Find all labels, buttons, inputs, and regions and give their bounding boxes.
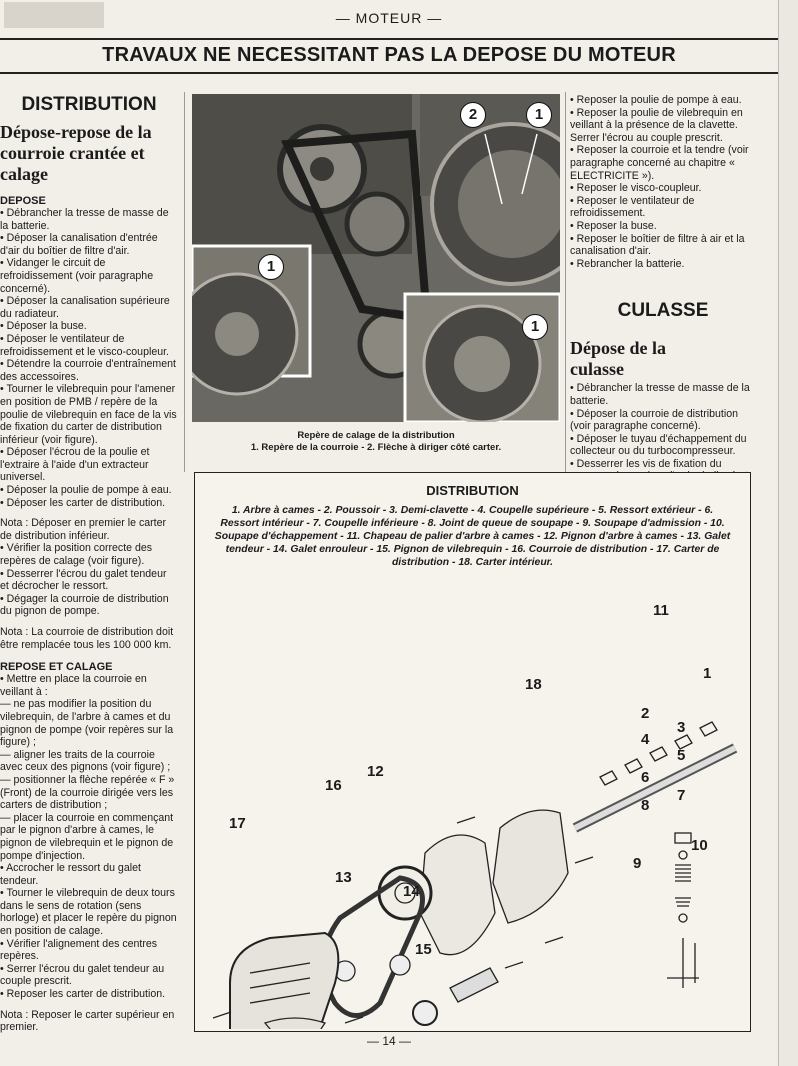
list-item: • Reposer le ventilateur de refroidissement. bbox=[570, 194, 695, 220]
list-item: — placer la courroie en commençant par le pignon d'arbre à cames, le pignon de vilebrequin et le pignon de pompe d'injection. bbox=[0, 811, 174, 862]
column-divider bbox=[565, 92, 566, 472]
diagram-label: 8 bbox=[641, 797, 650, 814]
diagram-label: 6 bbox=[641, 769, 650, 786]
list-item: — ne pas modifier la position du vilebrequin, de l'arbre à cames et du pignon de pompe (voir repères sur la figure) ; bbox=[0, 698, 174, 749]
photo-callout: 2 bbox=[460, 102, 486, 128]
diagram-label: 13 bbox=[335, 869, 352, 886]
repose-steps-list bbox=[570, 94, 756, 270]
subheading-repose: REPOSE ET CALAGE bbox=[0, 661, 113, 674]
heading-depose-culasse: Dépose de la culasse bbox=[570, 338, 666, 380]
diagram-label: 1 bbox=[703, 665, 712, 682]
list-item: • Reposer la poulie de pompe à eau. bbox=[570, 94, 742, 106]
diagram-label: 10 bbox=[691, 837, 708, 854]
diagram-legend: 1. Arbre à cames - 2. Poussoir - 3. Demi-clavette - 4. Coupelle supérieure - 5. Ressort extérieur - 6. Ressort intérieur - 7. Coupelle inférieure - 8. Joint de queue de soupape - 9. Soupape d'admission - 10. Soupape d'échappement - 11. Chapeau de palier d'arbre à cames - 12. Pignon d'arbre à cames - 13. Galet tendeur - 14. Galet enrouleur - 15. Pignon de vilebrequin - 16. Courroie de distribution - 17. Carter de distribution - 18. Carter intérieur. bbox=[214, 505, 731, 568]
list-item: • Reposer la buse. bbox=[570, 219, 657, 232]
section-title-culasse: CULASSE bbox=[617, 300, 709, 322]
list-item: • Tourner le vilebrequin de deux tours dans le sens de rotation (sens horloge) et placer le repère du pignon en position de calage. bbox=[0, 887, 177, 938]
section-title-distribution: DISTRIBUTION bbox=[21, 94, 157, 115]
diagram-label: 12 bbox=[367, 763, 384, 780]
heading-courroie: Dépose-repose de la courroie crantée et calage bbox=[0, 122, 152, 184]
depose-list-2 bbox=[0, 542, 178, 618]
diagram-label: 16 bbox=[325, 777, 342, 794]
photo-callout: 1 bbox=[526, 102, 552, 128]
diagram-label: 17 bbox=[229, 815, 246, 832]
page-title: TRAVAUX NE NECESSITANT PAS LA DEPOSE DU MOTEUR bbox=[102, 44, 676, 66]
list-item: • Détendre la courroie d'entraînement des accessoires. bbox=[0, 358, 176, 383]
list-item: — aligner les traits de la courroie avec ceux des pignons (voir figure) ; bbox=[0, 748, 171, 774]
engine-photo-illustration bbox=[192, 94, 560, 422]
list-item: • Déposer la buse. bbox=[0, 320, 87, 333]
distribution-diagram-box bbox=[194, 472, 751, 1032]
diagram-label: 11 bbox=[653, 602, 669, 619]
list-item: — positionner la flèche repérée « F » (Front) de la courroie dirigée vers les carters de distribution ; bbox=[0, 773, 175, 812]
list-item: • Rebrancher la batterie. bbox=[570, 257, 685, 270]
photo-caption bbox=[192, 430, 560, 454]
list-item: • Reposer le visco-coupleur. bbox=[570, 182, 702, 195]
list-item: • Vidanger le circuit de refroidissement (voir paragraphe concerné). bbox=[0, 257, 154, 295]
timing-photo bbox=[192, 94, 560, 422]
list-item: • Reposer les carter de distribution. bbox=[0, 988, 166, 1001]
list-item: • Accrocher le ressort du galet tendeur. bbox=[0, 862, 141, 887]
subheading-depose: DEPOSE bbox=[0, 195, 46, 207]
list-item: • Déposer l'écrou de la poulie et l'extraire à l'aide d'un extracteur universel. bbox=[0, 446, 150, 484]
right-column bbox=[570, 94, 756, 496]
list-item: • Débrancher la tresse de masse de la batterie. bbox=[0, 207, 169, 232]
list-item: • Dégager la courroie de distribution du pignon de pompe. bbox=[0, 592, 169, 618]
diagram-label: 3 bbox=[677, 719, 686, 736]
list-item: • Déposer la courroie de distribution (voir paragraphe concerné). bbox=[570, 407, 738, 433]
list-item: • Reposer le boîtier de filtre à air et la canalisation d'air. bbox=[570, 232, 745, 258]
diagram-label: 5 bbox=[677, 747, 686, 764]
diagram-label: 7 bbox=[677, 787, 686, 804]
list-item: • Déposer la poulie de pompe à eau. bbox=[0, 484, 172, 497]
section-label: — MOTEUR — bbox=[335, 10, 443, 26]
list-item: • Vérifier la position correcte des repères de calage (voir figure). bbox=[0, 542, 153, 568]
diagram-label: 4 bbox=[641, 731, 650, 748]
list-item: • Déposer la canalisation supérieure du radiateur. bbox=[0, 295, 170, 320]
exploded-view-drawing bbox=[195, 593, 750, 1029]
left-column bbox=[0, 90, 182, 1034]
list-item: • Reposer la courroie et la tendre (voir paragraphe concerné au chapitre « ELECTRICITE »). bbox=[570, 144, 749, 182]
list-item: • Déposer la canalisation d'entrée d'air du boîtier de filtre d'air. bbox=[0, 232, 158, 257]
list-item: • Tourner le vilebrequin pour l'amener en position de PMB / repère de la poulie de vilebrequin en face de la vis de fixation du carter de distribution inférieur (voir figure). bbox=[0, 383, 177, 446]
diagram-label: 18 bbox=[525, 676, 542, 693]
list-item: • Vérifier l'alignement des centres repères. bbox=[0, 937, 158, 963]
list-item: • Desserrer les vis de fixation du bbox=[570, 457, 722, 470]
nota-3: Nota : Reposer le carter supérieur en premier. bbox=[0, 1008, 175, 1034]
caption-legend: 1. Repère de la courroie - 2. Flèche à diriger côté carter. bbox=[250, 442, 502, 453]
repose-list bbox=[0, 673, 178, 1000]
diagram-label: 15 bbox=[415, 941, 432, 958]
photo-callout: 1 bbox=[258, 254, 284, 280]
adjacent-page-edge bbox=[778, 0, 798, 1066]
list-item: • Déposer le ventilateur de refroidissement et le visco-coupleur. bbox=[0, 332, 169, 358]
list-item: • Mettre en place la courroie en veillant à : bbox=[0, 673, 147, 698]
title-rule bbox=[0, 72, 778, 74]
nota-1: Nota : Déposer en premier le carter de distribution inférieur. bbox=[0, 517, 167, 542]
list-item: • Déposer les carter de distribution. bbox=[0, 496, 166, 509]
list-item: • Desserrer l'écrou du galet tendeur et décrocher le ressort. bbox=[0, 567, 167, 593]
list-item: • Débrancher la tresse de masse de la batterie. bbox=[570, 382, 750, 407]
nota-2: Nota : La courroie de distribution doit être remplacée tous les 100 000 km. bbox=[0, 626, 174, 651]
diagram-label: 14 bbox=[403, 883, 420, 900]
page-number: — 14 — bbox=[366, 1034, 411, 1048]
column-divider bbox=[184, 92, 185, 472]
diagram-label: 2 bbox=[641, 705, 650, 722]
diagram-title: DISTRIBUTION bbox=[426, 483, 519, 498]
caption-title: Repère de calage de la distribution bbox=[297, 430, 455, 441]
list-item: • Déposer le tuyau d'échappement du collecteur ou du turbocompresseur. bbox=[570, 432, 747, 458]
photo-callout: 1 bbox=[522, 314, 548, 340]
list-item: • Serrer l'écrou du galet tendeur au couple prescrit. bbox=[0, 962, 165, 988]
top-rule bbox=[0, 38, 778, 40]
depose-list bbox=[0, 207, 178, 509]
list-item: • Reposer la poulie de vilebrequin en veillant à la présence de la clavette. Serrer l'écrou au couple prescrit. bbox=[570, 106, 743, 144]
diagram-label: 9 bbox=[633, 855, 642, 872]
